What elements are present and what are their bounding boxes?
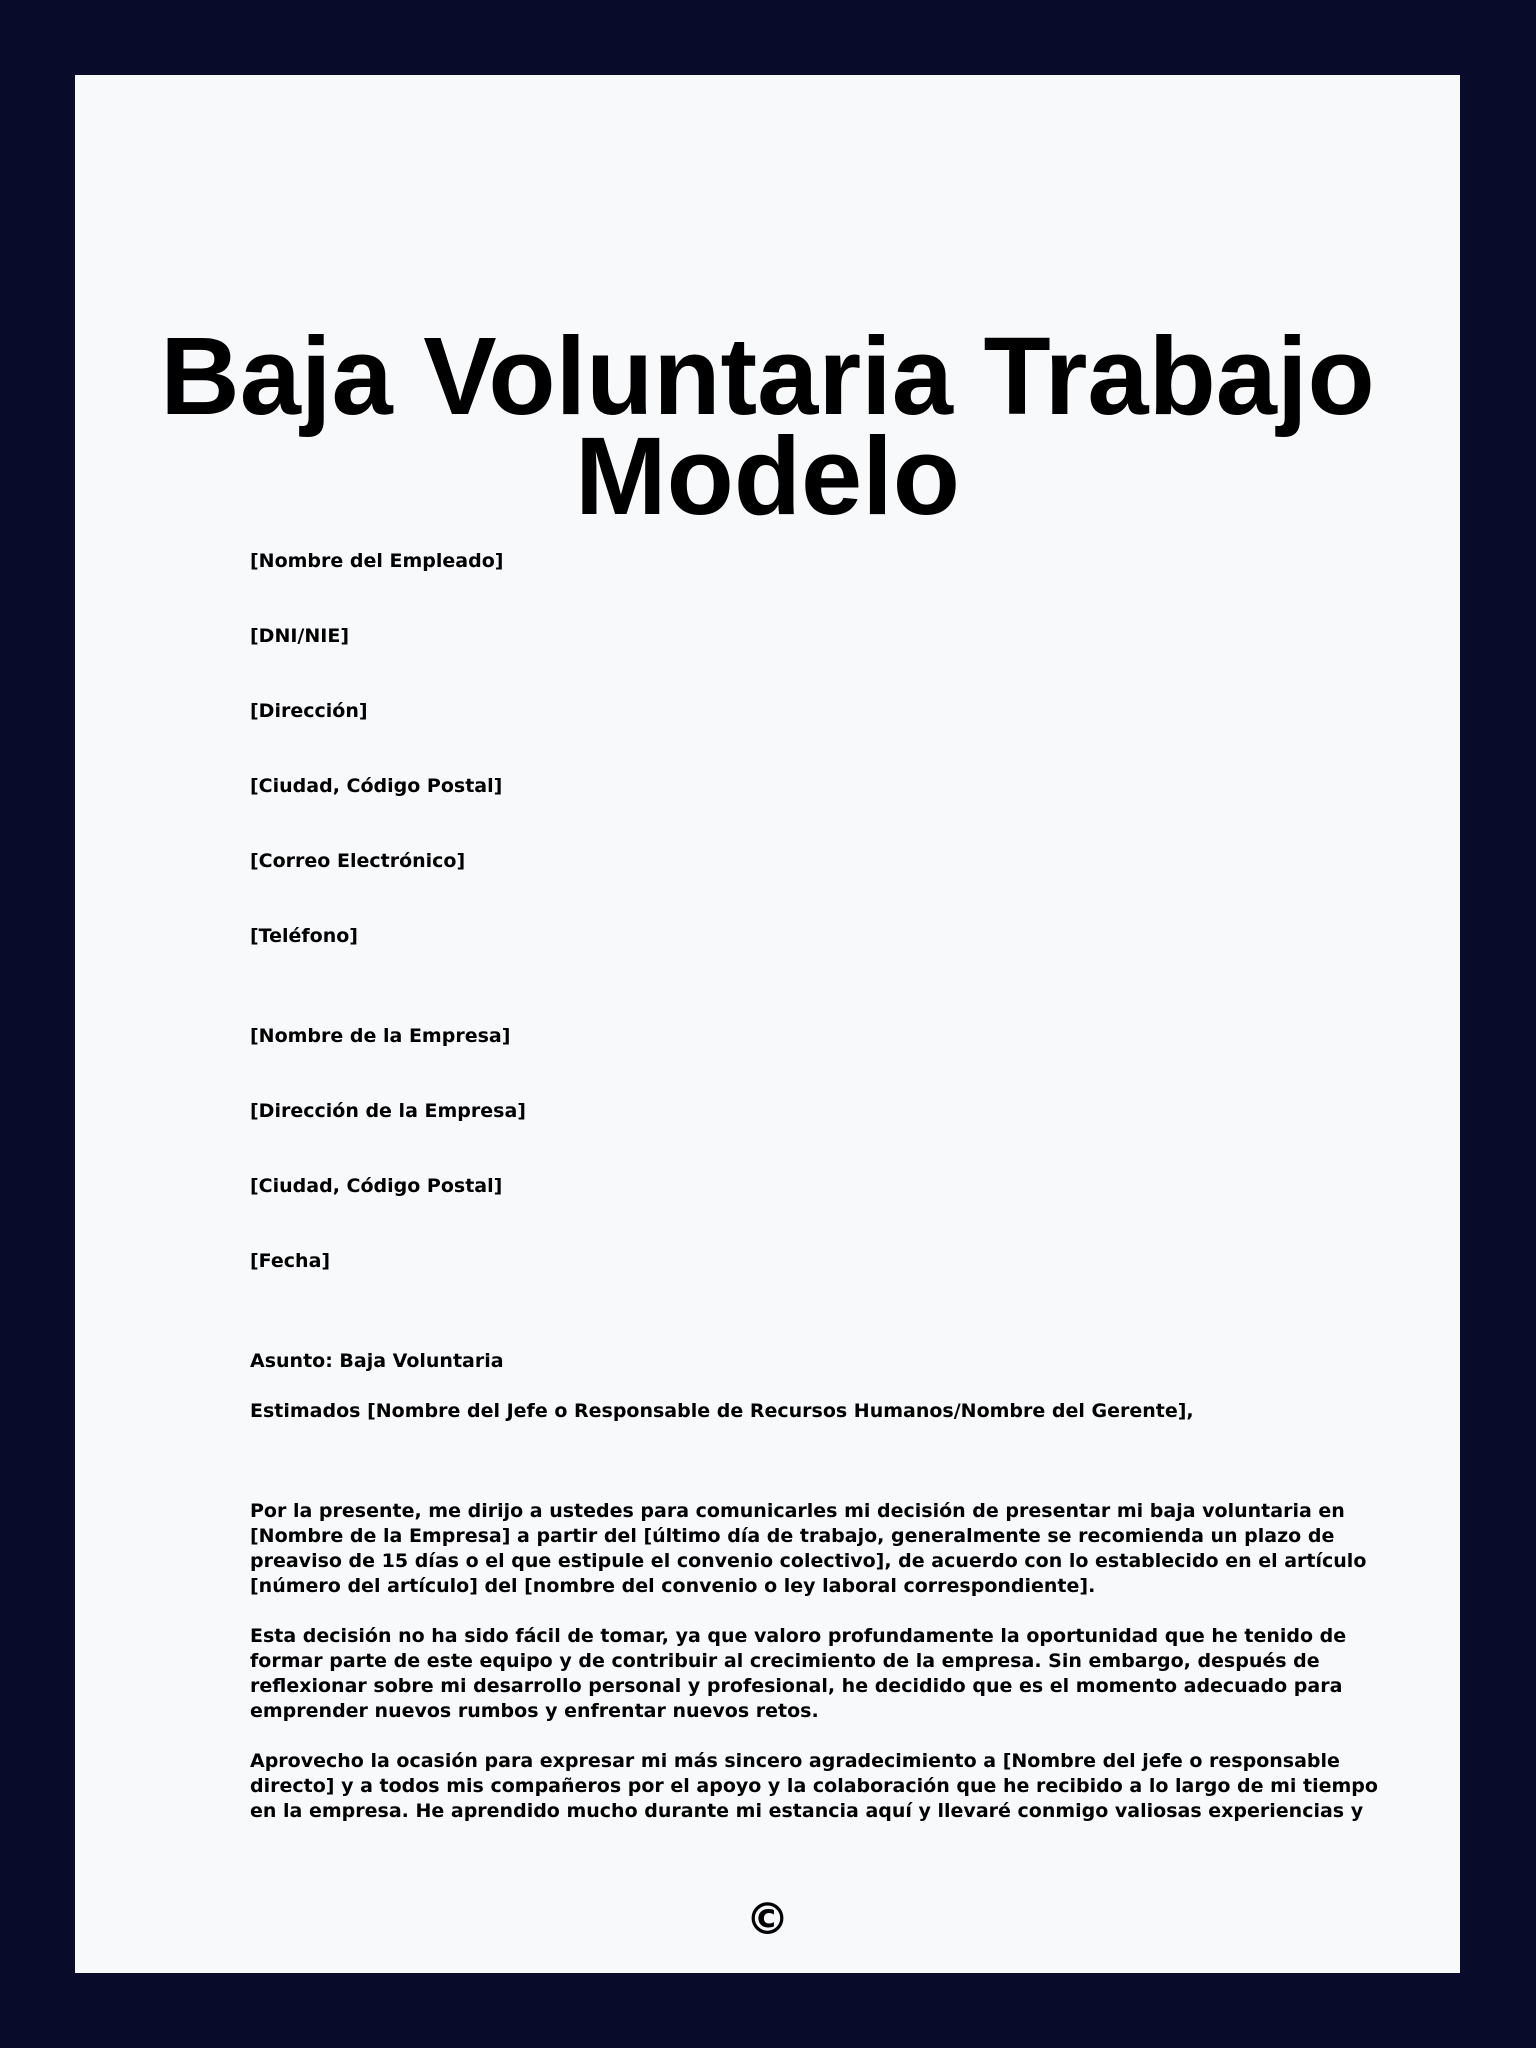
paragraph-line: Esta decisión no ha sido fácil de tomar, ya que valoro profundamente la oportunidad que he tenido de <box>250 1625 1347 1647</box>
company-name: [Nombre de la Empresa] <box>250 1025 511 1047</box>
employee-email: [Correo Electrónico] <box>250 850 466 872</box>
paragraph-line: directo] y a todos mis compañeros por el apoyo y la colaboración que he recibido a lo largo de mi tiempo <box>250 1775 1378 1797</box>
paragraph-line: reflexionar sobre mi desarrollo personal y profesional, he decidido que es el momento adecuado para <box>250 1675 1343 1697</box>
document-title <box>75 315 1460 538</box>
paragraph-1 <box>250 1499 1367 1599</box>
copyright-icon: © <box>745 1894 790 1945</box>
letter-subject: Asunto: Baja Voluntaria <box>250 1350 504 1372</box>
paragraph-line: emprender nuevos rumbos y enfrentar nuevos retos. <box>250 1700 819 1722</box>
paragraph-line: en la empresa. He aprendido mucho durante mi estancia aquí y llevaré conmigo valiosas experiencias y <box>250 1800 1364 1822</box>
paragraph-line: [Nombre de la Empresa] a partir del [último día de trabajo, generalmente se recomienda un plazo de <box>250 1525 1335 1547</box>
title-line-1: Baja Voluntaria Trabajo <box>160 315 1375 438</box>
letter-salutation: Estimados [Nombre del Jefe o Responsable de Recursos Humanos/Nombre del Gerente], <box>250 1400 1194 1422</box>
paragraph-2 <box>250 1624 1347 1724</box>
paragraph-line: preaviso de 15 días o el que estipule el convenio colectivo], de acuerdo con lo establecido en el artículo <box>250 1550 1367 1572</box>
employee-address: [Dirección] <box>250 700 368 722</box>
company-city: [Ciudad, Código Postal] <box>250 1175 503 1197</box>
paragraph-line: Aprovecho la ocasión para expresar mi más sincero agradecimiento a [Nombre del jefe o responsable <box>250 1750 1340 1772</box>
title-line-2: Modelo <box>575 415 960 538</box>
document-page <box>75 75 1460 1973</box>
employee-phone: [Teléfono] <box>250 925 358 947</box>
company-address: [Dirección de la Empresa] <box>250 1100 526 1122</box>
paragraph-3 <box>250 1749 1378 1824</box>
employee-id: [DNI/NIE] <box>250 625 349 647</box>
paragraph-line: formar parte de este equipo y de contribuir al crecimiento de la empresa. Sin embargo, después de <box>250 1650 1320 1672</box>
letter-date: [Fecha] <box>250 1250 331 1272</box>
paragraph-line: Por la presente, me dirijo a ustedes para comunicarles mi decisión de presentar mi baja voluntaria en <box>250 1500 1345 1522</box>
employee-name: [Nombre del Empleado] <box>250 550 504 572</box>
employee-city: [Ciudad, Código Postal] <box>250 775 503 797</box>
paragraph-line: [número del artículo] del [nombre del convenio o ley laboral correspondiente]. <box>250 1575 1096 1597</box>
